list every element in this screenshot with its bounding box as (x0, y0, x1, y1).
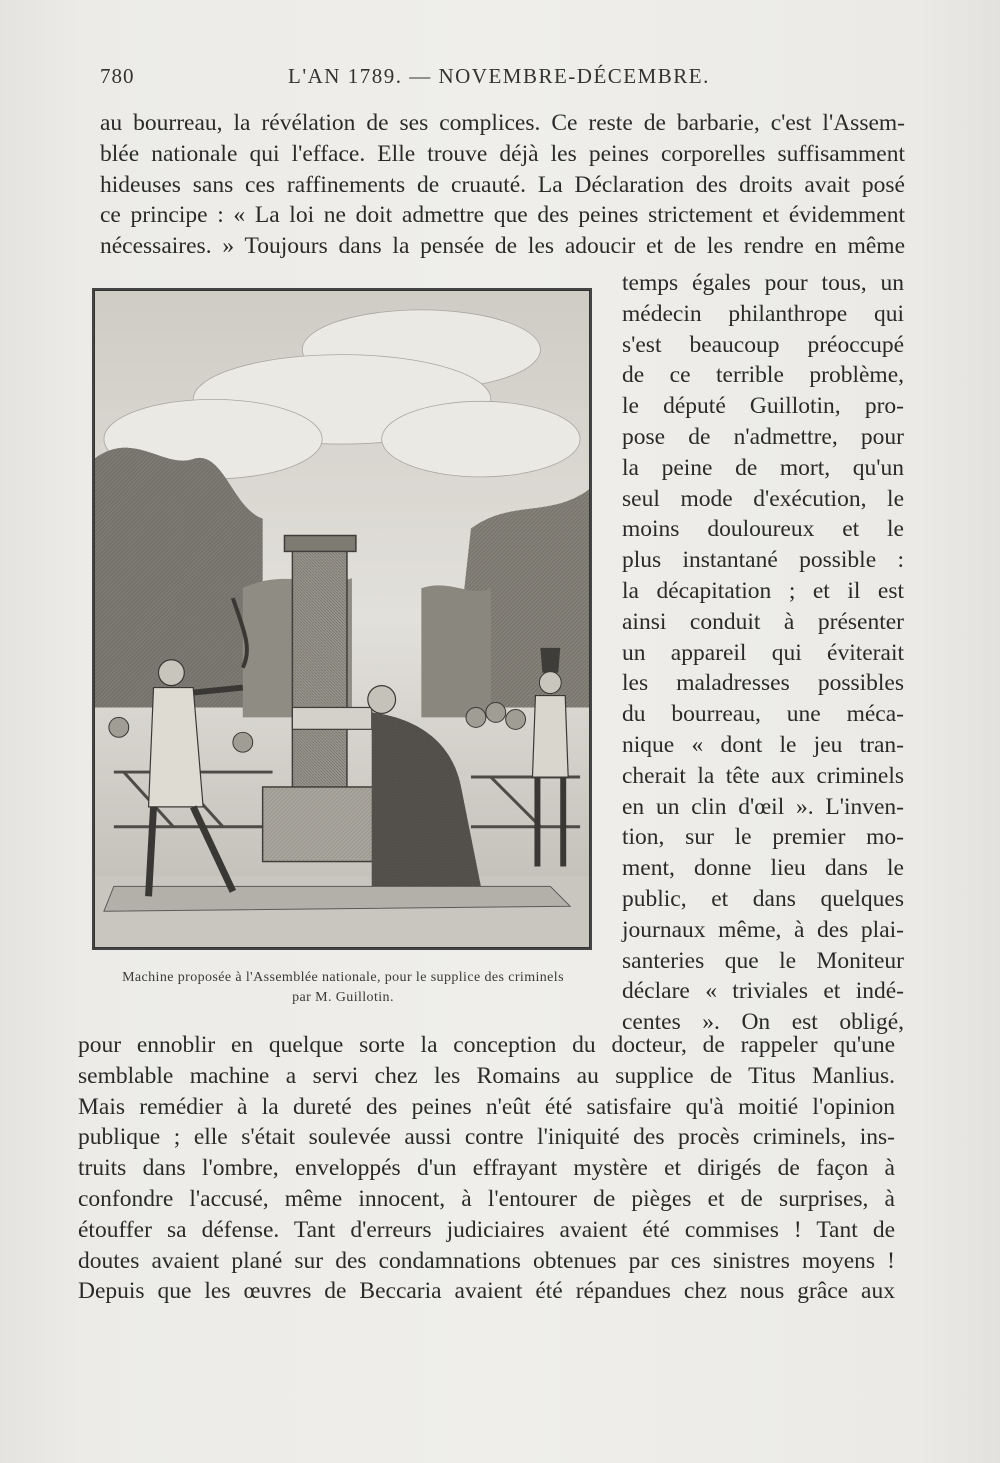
text-line: la décapitation ; et il est (622, 577, 904, 604)
text-line: seul mode d'exécution, le (622, 485, 904, 512)
text-line: du bourreau, une méca- (622, 701, 904, 728)
body-text-bottom (78, 1030, 895, 1307)
text-line: tion, sur le premier mo- (622, 824, 904, 851)
text-line: pose de n'admettre, pour (622, 423, 904, 450)
text-line: nécessaires. » Toujours dans la pensée de les adoucir et de les rendre en même (100, 233, 905, 260)
text-line: pour ennoblir en quelque sorte la conception du docteur, de rappeler qu'une (78, 1032, 895, 1058)
text-line: ment, donne lieu dans le (622, 855, 904, 882)
text-line: Mais remédier à la dureté des peines n'eût été satisfaire qu'à moitié l'opinion (78, 1093, 895, 1120)
body-text-top (100, 108, 905, 262)
page-number: 780 (100, 64, 135, 88)
text-line: cherait la tête aux criminels (622, 762, 904, 789)
text-line: la peine de mort, qu'un (622, 454, 904, 481)
text-line: confondre l'accusé, même innocent, à l'entourer de pièges et de surprises, à (78, 1185, 895, 1212)
text-line: médecin philanthrope qui (622, 300, 904, 327)
text-line: publique ; elle s'était soulevée aussi contre l'iniquité des procès criminels, ins- (78, 1124, 895, 1151)
text-line: en un clin d'œil ». L'inven- (622, 793, 904, 820)
text-line: ainsi conduit à présenter (622, 608, 904, 635)
text-line: déclare « triviales et indé- (622, 978, 904, 1005)
text-line: étouffer sa défense. Tant d'erreurs judiciaires avaient été commises ! Tant de (78, 1216, 895, 1243)
text-line: semblable machine a servi chez les Romains au supplice de Titus Manlius. (78, 1062, 895, 1089)
text-line: temps égales pour tous, un (622, 270, 904, 296)
text-line: Depuis que les œuvres de Beccaria avaient été répandues chez nous grâce aux (78, 1278, 895, 1305)
text-line: de ce terrible problème, (622, 362, 904, 389)
text-line: le député Guillotin, pro- (622, 393, 904, 420)
platform (104, 886, 570, 911)
guillotine-engraving (94, 290, 590, 948)
text-line: au bourreau, la révélation de ses complices. Ce reste de barbarie, c'est l'Assem- (100, 110, 905, 136)
text-line: doutes avaient plané sur des condamnations obtenues par ces sinistres moyens ! (78, 1247, 895, 1274)
running-header (100, 64, 900, 96)
text-line: plus instantané possible : (622, 547, 904, 574)
text-line: s'est beaucoup préoccupé (622, 331, 904, 358)
text-line: un appareil qui éviterait (622, 639, 904, 666)
text-line: ce principe : « La loi ne doit admettre que des peines strictement et évidemment (100, 202, 905, 229)
running-title: L'AN 1789. — NOVEMBRE-DÉCEMBRE. (288, 64, 710, 88)
figure-caption-line-2: par M. Guillotin. (292, 990, 394, 1005)
text-line: santeries que le Moniteur (622, 947, 904, 974)
figure-caption (88, 968, 598, 1008)
text-line: les maladresses possibles (622, 670, 904, 697)
text-line: nique « dont le jeu tran- (622, 731, 904, 758)
text-line: truits dans l'ombre, enveloppés d'un effrayant mystère et dirigés de façon à (78, 1155, 895, 1182)
engraving-illustration (92, 288, 592, 950)
body-text-side-column (622, 268, 904, 1038)
text-line: journaux même, à des plai- (622, 916, 904, 943)
text-line: moins douloureux et le (622, 516, 904, 543)
text-line: centes ». On est obligé, (622, 1009, 904, 1036)
text-line: hideuses sans ces raffinements de cruauté. La Déclaration des droits avait posé (100, 171, 905, 198)
text-line: blée nationale qui l'efface. Elle trouve déjà les peines corporelles suffisamment (100, 140, 905, 167)
text-line: public, et dans quelques (622, 885, 904, 912)
figure-caption-line-1: Machine proposée à l'Assemblée nationale, pour le supplice des criminels (122, 970, 564, 985)
